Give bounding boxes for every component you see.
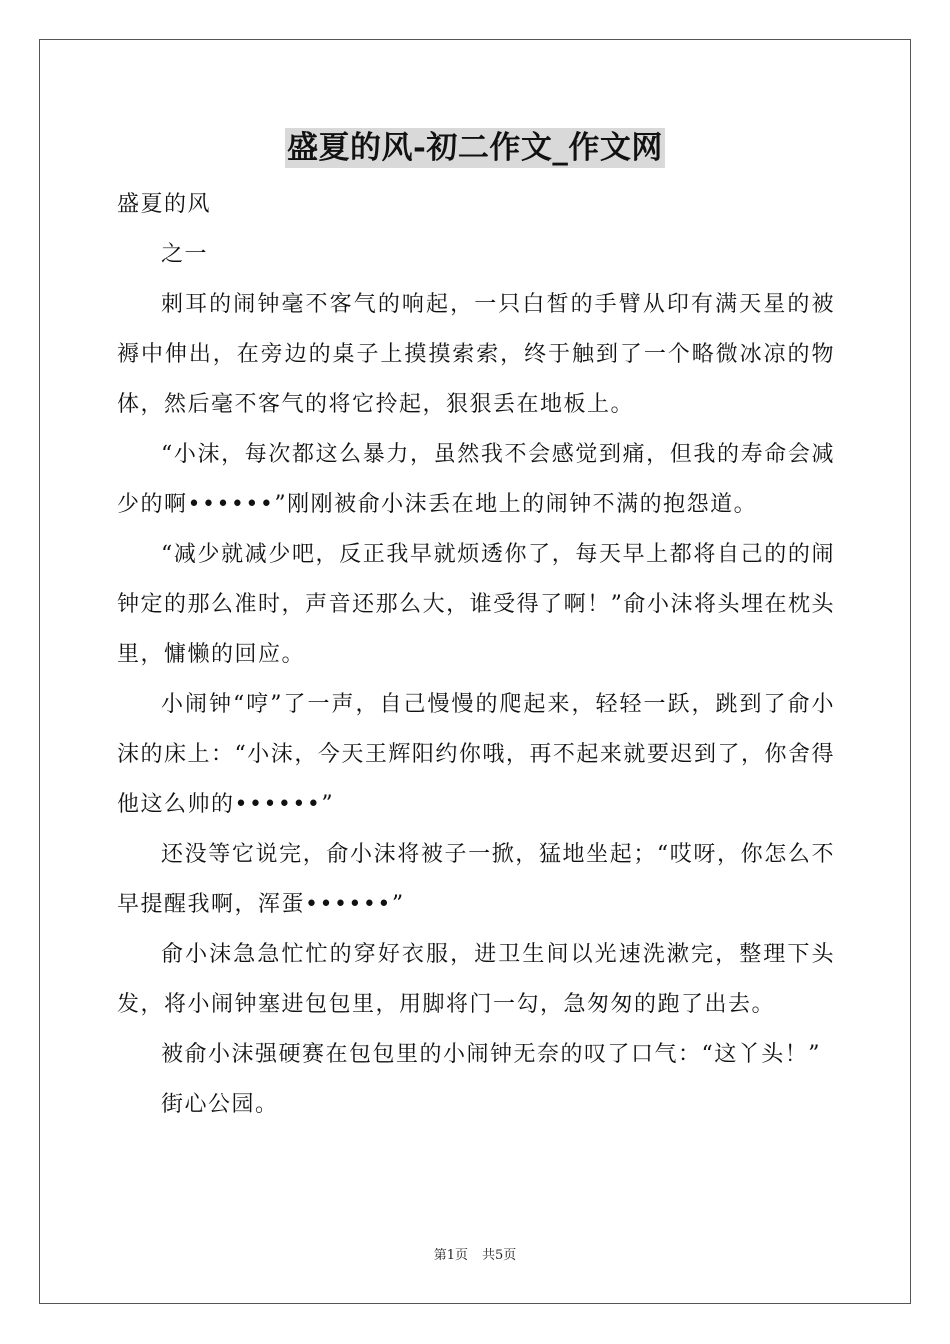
section-heading: 之一 bbox=[161, 242, 209, 267]
paragraph: 还没等它说完，俞小沫将被子一掀，猛地坐起；“哎呀，你怎么不早提醒我啊，浑蛋••••••” bbox=[117, 842, 835, 917]
page-number-current: 第1页 bbox=[433, 1248, 468, 1263]
paragraph: 刺耳的闹钟毫不客气的响起，一只白皙的手臂从印有满天星的被褥中伸出，在旁边的桌子上摸摸索索，终于触到了一个略微冰凉的物体，然后毫不客气的将它拎起，狠狠丢在地板上。 bbox=[117, 292, 835, 417]
paragraph: 小闹钟“哼”了一声，自己慢慢的爬起来，轻轻一跃，跳到了俞小沫的床上：“小沫，今天王辉阳约你哦，再不起来就要迟到了，你舍得他这么帅的••••••” bbox=[117, 692, 835, 817]
document-subtitle: 盛夏的风 bbox=[117, 192, 212, 217]
paragraph: 被俞小沫强硬赛在包包里的小闹钟无奈的叹了口气：“这丫头！” bbox=[161, 1042, 821, 1067]
page-footer bbox=[0, 1246, 950, 1266]
paragraph: “减少就减少吧，反正我早就烦透你了，每天早上都将自己的的闹钟定的那么准时，声音还那么大，谁受得了啊！”俞小沫将头埋在枕头里，慵懒的回应。 bbox=[117, 542, 835, 667]
document-body bbox=[117, 180, 835, 1130]
paragraph: 街心公园。 bbox=[161, 1092, 279, 1117]
document-title: 盛夏的风-初二作文_作文网 bbox=[287, 130, 663, 166]
page-number-total: 共5页 bbox=[482, 1248, 517, 1263]
title-area bbox=[0, 128, 950, 168]
paragraph: “小沫，每次都这么暴力，虽然我不会感觉到痛，但我的寿命会减少的啊••••••”刚刚被俞小沫丢在地上的闹钟不满的抱怨道。 bbox=[117, 442, 835, 517]
paragraph: 俞小沫急急忙忙的穿好衣服，进卫生间以光速洗漱完，整理下头发，将小闹钟塞进包包里，用脚将门一勾，急匆匆的跑了出去。 bbox=[117, 942, 835, 1017]
